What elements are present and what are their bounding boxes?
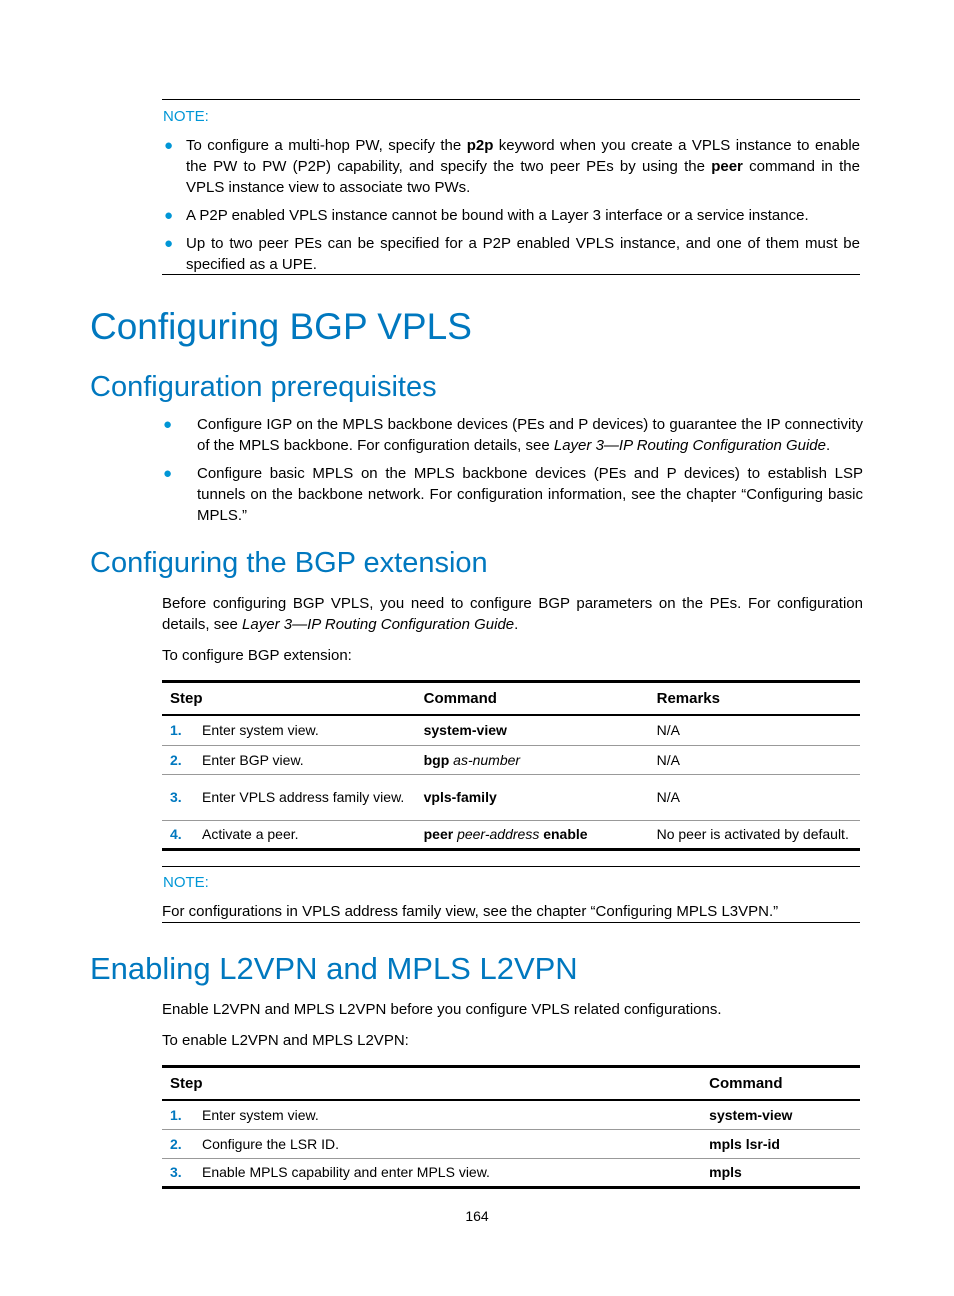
bullet-icon: ● [164,137,174,154]
keyword: p2p [466,137,494,154]
column-header-step: Step [162,682,416,716]
text: Before configuring BGP VPLS, you need to configure BGP parameters on the PEs. For configuration details, see [162,595,863,633]
paragraph: To configure BGP extension: [162,647,352,664]
bullet-icon: ● [164,235,174,252]
guide-reference: Layer 3—IP Routing Configuration Guide [553,437,826,454]
command-keyword: peer [423,826,454,842]
remarks-cell: N/A [649,774,860,820]
table-row [162,774,860,820]
table-row [162,1158,860,1187]
command-argument: as-number [453,751,521,768]
list-item [163,414,863,456]
remarks-cell: No peer is activated by default. [649,820,860,849]
note-item [163,233,860,275]
l2vpn-steps-table [162,1065,860,1189]
table-row [162,715,860,745]
column-header-step: Step [162,1067,701,1101]
table-header-row [162,682,860,716]
bgp-steps-table [162,680,860,851]
note-text: command in the VPLS instance view to associate two PWs. [186,158,860,196]
note-text: keyword when you create a VPLS instance to enable the PW to PW (P2P) capability, and specify the two peer PEs by using the [186,137,861,175]
note-text: Up to two peer PEs can be specified for a P2P enabled VPLS instance, and one of them must be specified as a UPE. [186,235,860,273]
section-title-prerequisites: Configuration prerequisites [90,371,437,403]
column-header-command: Command [416,682,649,716]
command-cell [416,745,649,774]
table-row [162,745,860,774]
paragraph [162,593,863,635]
section-title-bgp-extension: Configuring the BGP extension [90,547,488,579]
step-text: Enter BGP view. [194,745,416,774]
step-text: Configure the LSR ID. [194,1129,701,1158]
command-cell: mpls [701,1158,860,1187]
note-bottom-rule [162,274,860,275]
step-text: Enter system view. [194,715,416,745]
table-header-row [162,1067,860,1101]
step-number: 2. [162,745,194,774]
table-row [162,820,860,849]
command-keyword: enable [543,826,588,842]
list-item [163,463,863,526]
command-keyword: system-view [423,722,507,739]
page-number: 164 [465,1208,489,1224]
note-label: NOTE: [163,108,209,125]
note-text: To configure a multi-hop PW, specify the [186,137,467,154]
step-number: 4. [162,820,194,849]
item-text: Configure basic MPLS on the MPLS backbone devices (PEs and P devices) to establish LSP tunnels on the backbone network. For configuration information, see the chapter “Configuring basic MPLS.” [197,465,863,524]
remarks-cell: N/A [649,745,860,774]
command-cell: system-view [701,1100,860,1129]
keyword: peer [711,158,743,175]
paragraph: Enable L2VPN and MPLS L2VPN before you configure VPLS related configurations. [162,1001,722,1018]
page-title: Configuring BGP VPLS [90,306,472,347]
step-number: 2. [162,1129,194,1158]
step-text: Enter system view. [194,1100,701,1129]
note-text: For configurations in VPLS address family view, see the chapter “Configuring MPLS L3VPN.” [162,903,779,920]
note-label: NOTE: [163,874,209,891]
step-number: 3. [162,774,194,820]
bullet-icon: ● [164,207,174,224]
note-bottom-rule [162,922,860,923]
command-cell [416,820,649,849]
note-top-rule [162,866,860,867]
column-header-command: Command [701,1067,860,1101]
guide-reference: Layer 3—IP Routing Configuration Guide [242,616,515,633]
text: . [514,616,519,633]
command-keyword: vpls-family [423,789,497,805]
table-row [162,1129,860,1158]
step-number: 1. [162,1100,194,1129]
step-text: Enter VPLS address family view. [194,774,416,820]
section-title-l2vpn: Enabling L2VPN and MPLS L2VPN [90,951,578,986]
step-number: 3. [162,1158,194,1187]
command-argument: peer-address [457,826,540,842]
step-number: 1. [162,715,194,745]
step-text: Enable MPLS capability and enter MPLS view. [194,1158,701,1187]
step-text: Activate a peer. [194,820,416,849]
item-text: Configure IGP on the MPLS backbone devices (PEs and P devices) to guarantee the IP connectivity of the MPLS backbone. For configuration details, see [197,416,863,454]
command-cell: mpls lsr-id [701,1129,860,1158]
prereq-list [163,414,863,533]
note-item [163,135,860,198]
note-item [163,205,860,226]
column-header-remarks: Remarks [649,682,860,716]
item-text: . [825,437,831,454]
bullet-icon: ● [163,416,173,433]
bullet-icon: ● [163,465,173,482]
note-list [163,135,860,282]
table-row [162,1100,860,1129]
command-cell [416,774,649,820]
remarks-cell: N/A [649,715,860,745]
note-top-rule [162,99,860,100]
note-text: A P2P enabled VPLS instance cannot be bound with a Layer 3 interface or a service instance. [186,207,809,224]
paragraph: To enable L2VPN and MPLS L2VPN: [162,1032,409,1049]
command-keyword: bgp [423,751,450,768]
command-cell [416,715,649,745]
